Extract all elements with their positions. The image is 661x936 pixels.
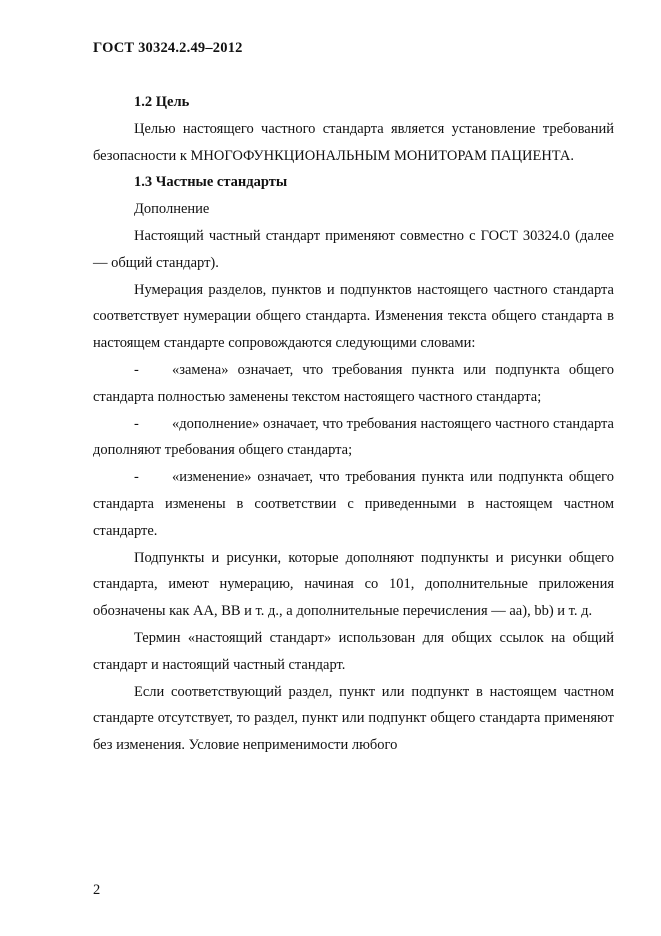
list-item bbox=[93, 357, 614, 411]
document-header: ГОСТ 30324.2.49–2012 bbox=[93, 40, 243, 56]
paragraph-term: Термин «настоящий стандарт» использован для общих ссылок на общий стандарт и настоящий частный стандарт. bbox=[93, 629, 614, 673]
list-dash: - bbox=[134, 469, 139, 486]
section-1-2-text: Целью настоящего частного стандарта является установление требований безопасности к МНОГОФУНКЦИОНАЛЬНЫМ МОНИТОРАМ ПАЦИЕНТА. bbox=[93, 120, 614, 164]
addition-label: Дополнение bbox=[134, 201, 210, 218]
paragraph-missing-clause: Если соответствующий раздел, пункт или подпункт в настоящем частном стандарте отсутствует, то раздел, пункт или подпункт общего стандарта применяют без изменения. Условие неприменимости любого bbox=[93, 683, 614, 754]
paragraph-general-standard: Настоящий частный стандарт применяют совместно с ГОСТ 30324.0 (далее — общий стандарт). bbox=[93, 227, 614, 271]
paragraph-subclauses: Подпункты и рисунки, которые дополняют подпункты и рисунки общего стандарта, имеют нумерацию, начиная со 101, дополнительные приложения обозначены как АА, ВВ и т. д., а дополнительные перечисления — аа), bb) и т. д. bbox=[93, 549, 614, 620]
list-dash: - bbox=[134, 361, 139, 378]
list-item-text: «замена» означает, что требования пункта или подпункта общего стандарта полностью заменены текстом настоящего частного стандарта; bbox=[93, 361, 614, 405]
paragraph-numbering: Нумерация разделов, пунктов и подпунктов настоящего частного стандарта соответствует нумерации общего стандарта. Изменения текста общего стандарта в настоящем стандарте сопровождаются следующими словами: bbox=[93, 281, 614, 352]
document-body bbox=[93, 89, 614, 759]
list-dash: - bbox=[134, 415, 139, 432]
list-item bbox=[93, 464, 614, 544]
list-item bbox=[93, 411, 614, 465]
section-1-2-title: 1.2 Цель bbox=[134, 94, 190, 110]
page-number: 2 bbox=[93, 882, 101, 898]
list-item-text: «изменение» означает, что требования пункта или подпункта общего стандарта изменены в соответствии с приведенными в настоящем частном стандарте. bbox=[93, 469, 614, 539]
section-1-3-title: 1.3 Частные стандарты bbox=[134, 174, 288, 191]
list-item-text: «дополнение» означает, что требования настоящего частного стандарта дополняют требования общего стандарта; bbox=[93, 415, 614, 459]
